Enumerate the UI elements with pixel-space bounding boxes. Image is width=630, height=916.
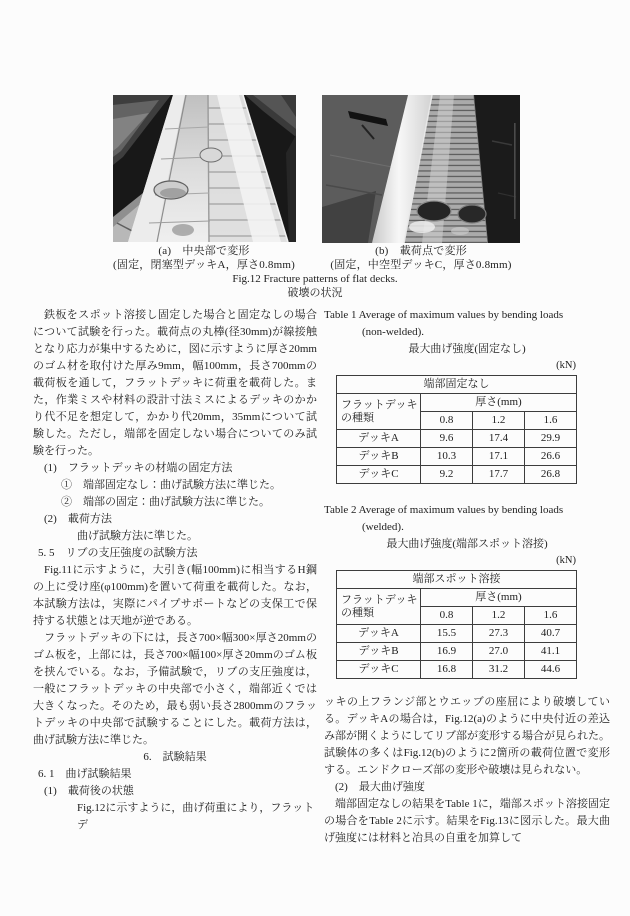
table-2-thickness: 0.8: [421, 607, 473, 625]
photo-a-caption-line1: (a) 中央部で変形: [158, 245, 250, 257]
photo-fracture-center-deformation: [113, 95, 296, 242]
table-1-caption-en-line2: (non-welded).: [362, 326, 425, 338]
value-cell: 29.9: [525, 430, 577, 448]
value-cell: 27.3: [473, 625, 525, 643]
table-2-unit-label: (kN): [556, 555, 576, 566]
table-1-thickness: 1.2: [473, 412, 525, 430]
deck-label: デッキB: [337, 448, 421, 466]
right-column: [324, 307, 610, 847]
value-cell: 10.3: [421, 448, 473, 466]
value-cell: 26.8: [525, 466, 577, 484]
value-cell: 9.6: [421, 430, 473, 448]
photo-a-image: [113, 95, 296, 242]
paragraph: フラットデッキの下には，長さ700×幅300×厚さ20mmのゴム板を，上部には，長さ700×幅100×厚さ20mmのゴム板を挟んでいる。なお，予備試験で，リブの支圧強度は，一般にフラットデッキの中央部で小さく，端部近くでは大きくなった。そのため，最も弱い長さ2800mmのフラットデッキの中央部で試験することにした。載荷方法は，曲げ試験方法に準じた。: [33, 632, 317, 746]
table-row: [337, 661, 577, 679]
table-1-col-group: 厚さ(mm): [421, 394, 577, 412]
deck-label: デッキA: [337, 430, 421, 448]
table-2-caption-en-line2: (welded).: [362, 521, 404, 533]
photo-b-caption-line1: (b) 載荷点で変形: [375, 245, 467, 257]
paragraph: Fig.12に示すように，曲げ荷重により，フラットデ: [77, 802, 315, 831]
table-2-caption: [324, 502, 610, 553]
table-1-row-header-line2: の種類: [341, 411, 374, 424]
table-2-row-header-line1: フラットデッキ: [341, 593, 418, 606]
table-1-thickness: 1.6: [525, 412, 577, 430]
table-2-row-header: [337, 589, 421, 625]
table-row: [337, 625, 577, 643]
right-column-text: [324, 694, 610, 847]
deck-label: デッキC: [337, 466, 421, 484]
list-item: (2) 載荷方法: [44, 513, 112, 525]
value-cell: 41.1: [525, 643, 577, 661]
deck-label: デッキA: [337, 625, 421, 643]
list-item: (1) 載荷後の状態: [44, 785, 134, 797]
table-row: [337, 643, 577, 661]
photo-b-image: [322, 95, 520, 243]
table-1-row-header: [337, 394, 421, 430]
list-item-detail: 曲げ試験方法に準じた。: [77, 530, 198, 542]
table-1: [336, 375, 577, 484]
value-cell: 17.1: [473, 448, 525, 466]
table-2: [336, 570, 577, 679]
value-cell: 31.2: [473, 661, 525, 679]
list-item: (1) フラットデッキの材端の固定方法: [44, 462, 233, 474]
section-heading-6-1: 6. 1 曲げ試験結果: [38, 768, 132, 780]
paragraph: ッキの上フランジ部とウエッブの座屈により破壊している。デッキAの場合は，Fig.12(a)のように中央付近の差込み部が開くようにしてリブ部が変形する場合が見られた。試験体の多くはFig.12(b)のように2箇所の載荷位置で変形する。エンドクローズ部の変形や破壊は見られない。: [324, 696, 610, 776]
photo-fracture-load-point-deformation: [322, 95, 520, 243]
list-item: ② 端部の固定：曲げ試験方法に準じた。: [61, 496, 270, 508]
value-cell: 15.5: [421, 625, 473, 643]
value-cell: 17.7: [473, 466, 525, 484]
table-1-caption: [324, 307, 610, 358]
deck-label: デッキC: [337, 661, 421, 679]
table-2-group-header: 端部スポット溶接: [337, 571, 577, 589]
value-cell: 27.0: [473, 643, 525, 661]
table-1-caption-en-line1: Table 1 Average of maximum values by bending loads: [324, 309, 564, 321]
table-row: [337, 466, 577, 484]
value-cell: 44.6: [525, 661, 577, 679]
paragraph: 鉄板をスポット溶接し固定した場合と固定なしの場合について試験を行った。載荷点の丸棒(径30mm)が線接触となり応力が集中するために，図に示すように厚さ20mmのゴム材を取付けた厚み9mm，幅100mm，長さ700mmの載荷板を通して，フラットデッキに荷重を載荷した。また，作業ミスや材料の設計寸法ミスによるデッキのかかり代不足を想定して，かかり代20mm，35mmについて試験した。ただし，端部を固定しない場合についてのみ試験を行った。: [33, 309, 317, 457]
table-2-thickness: 1.6: [525, 607, 577, 625]
photo-b-caption-line2: (固定，中空型デッキC，厚さ0.8mm): [330, 259, 512, 271]
value-cell: 17.4: [473, 430, 525, 448]
photo-b-caption: [311, 244, 531, 272]
table-row: [337, 448, 577, 466]
figure-12-caption: [0, 272, 630, 300]
photo-a-caption: [94, 244, 314, 272]
table-1-thickness: 0.8: [421, 412, 473, 430]
table-1-group-header: 端部固定なし: [337, 376, 577, 394]
table-1-caption-ja: 最大曲げ強度(固定なし): [408, 343, 526, 355]
table-2-thickness: 1.2: [473, 607, 525, 625]
figure-12-caption-ja: 破壊の状況: [287, 287, 343, 299]
paragraph: Fig.11に示すように，大引き(幅100mm)に相当するH鋼の上に受け座(φ100mm)を置いて荷重を載荷した。なお，本試験方法は，実際にパイプサポートなどの支保工で保持する状態とは天地が逆である。: [33, 564, 317, 627]
paragraph: 端部固定なしの結果をTable 1に，端部スポット溶接固定の場合をTable 2に示す。結果をFig.13に図示した。最大曲げ強度には材料と冶具の自重を加算して: [324, 798, 610, 844]
photo-a-caption-line2: (固定，閉塞型デッキA，厚さ0.8mm): [113, 259, 295, 271]
table-2-caption-en-line1: Table 2 Average of maximum values by bending loads: [324, 504, 564, 516]
figure-12-caption-en: Fig.12 Fracture patterns of flat decks.: [232, 273, 398, 285]
left-column: [33, 307, 317, 834]
value-cell: 26.6: [525, 448, 577, 466]
table-1-unit-label: (kN): [556, 360, 576, 371]
table-2-row-header-line2: の種類: [341, 606, 374, 619]
section-heading-5-5: 5. 5 リブの支圧強度の試験方法: [38, 547, 198, 559]
deck-label: デッキB: [337, 643, 421, 661]
value-cell: 9.2: [421, 466, 473, 484]
table-2-caption-ja: 最大曲げ強度(端部スポット溶接): [386, 538, 548, 550]
section-heading-6: 6. 試験結果: [143, 751, 207, 763]
table-2-col-group: 厚さ(mm): [421, 589, 577, 607]
list-item: ① 端部固定なし：曲げ試験方法に準じた。: [61, 479, 281, 491]
table-1-row-header-line1: フラットデッキ: [341, 398, 418, 411]
list-item: (2) 最大曲げ強度: [335, 781, 425, 793]
table-row: [337, 430, 577, 448]
value-cell: 16.9: [421, 643, 473, 661]
value-cell: 16.8: [421, 661, 473, 679]
value-cell: 40.7: [525, 625, 577, 643]
